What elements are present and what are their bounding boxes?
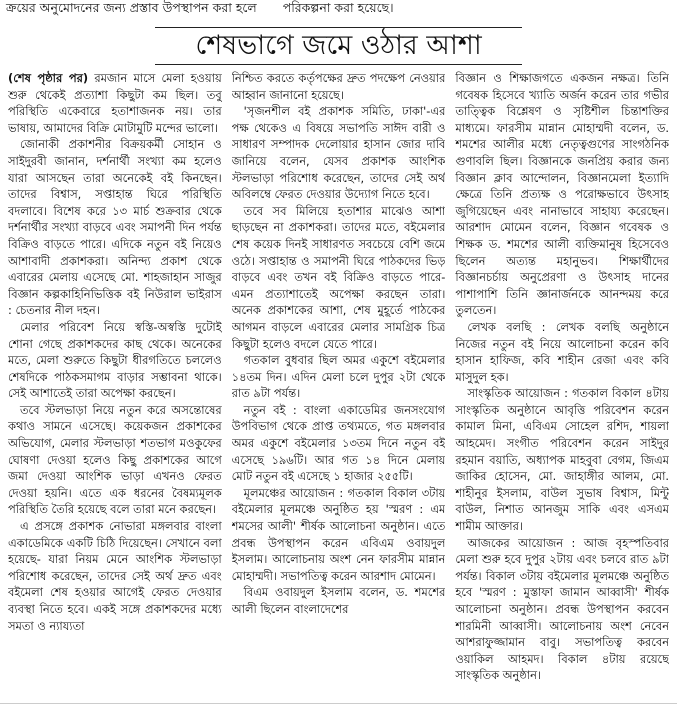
article-paragraph: এ প্রসঙ্গে প্রকাশক নোভারা মঙ্গলবার বাংলা একাডেমিকে একটি চিঠি দিয়েছেন। সেখানে বলা হয়েছে- যারা নিয়ম মেনে আংশিক স্টলভাড়া পরিশোধ করেছেন, তাদের সেই অর্থ দ্রুত এবং বইমেলা শেষ হওয়ার আগেই ফেরত দেওয়ার ব্যবস্থা নিতে হবে। একই সঙ্গে প্রকাশকদের মধ্যে সমতা ও ন্যায্যতা [8,519,222,633]
article-paragraph: মূলমঞ্চের আয়োজন : গতকাল বিকাল ৩টায় বইমেলার মূলমঞ্চে অনুষ্ঠিত হয় 'স্মরণ : এম শমসের আলী' শীর্ষক আলোচনা অনুষ্ঠান। এতে প্রবন্ধ উপস্থাপন করেন এবিএম ওবায়দুল ইসলাম। আলোচনায় অংশ নেন ফারসীম মান্নান মোহাম্মদী। সভাপতিত্ব করেন আরশাদ মোমেন। [231,485,446,583]
article-body [8,70,669,702]
article-paragraph: লেখক বলছি : লেখক বলছি অনুষ্ঠানে নিজের নতুন বই নিয়ে আলোচনা করেন কবি হাসান হাফিজ, কবি শাহীন রেজা এবং কবি মাসুদুল হক। [455,319,669,384]
article-paragraph: তবে সব মিলিয়ে হতাশার মাঝেও আশা ছাড়ছেন না প্রকাশকরা। তাদের মতে, বইমেলার শেষ কয়েক দিনই সাধারণত সবচেয়ে বেশি জমে ওঠে। সপ্তাহান্ত ও সমাপনী ঘিরে পাঠকদের ভিড় বাড়বে এবং তখন বই বিক্রিও বাড়তে পারে- এমন প্রত্যাশাতেই অপেক্ষা করছেন তারা। অনেক প্রকাশকের আশা, শেষ মুহূর্তে পাঠকের আগমন বাড়লে এবারের মেলার সামগ্রিক চিত্র কিছুটা হলেও বদলে যেতে পারে। [231,203,446,351]
headline-area [0,26,677,66]
article-headline: শেষভাগে জমে ওঠার আশা [155,27,521,65]
article-paragraph: মেলার পরিবেশ নিয়ে স্বস্তি-অস্বস্তি দুটোই শোনা গেছে প্রকাশকদের কাছ থেকে। অনেকের মতে, মেলা শুরুতে কিছুটা ধীরগতিতে চললেও শেষদিকে পাঠকসমাগম বাড়ার সম্ভাবনা থাকে। সেই আশাতেই তারা অপেক্ষা করছেন। [8,319,222,401]
article-paragraph: আজকের আয়োজন : আজ বৃহস্পতিবার মেলা শুরু হবে দুপুর ২টায় এবং চলবে রাত ৯টা পর্যন্ত। বিকাল ৩টায় বইমেলার মূলমঞ্চে অনুষ্ঠিত হবে 'স্মরণ : মুস্তাফা জামান আব্বাসী' শীর্ষক আলোচনা অনুষ্ঠান। প্রবন্ধ উপস্থাপন করবেন শারমিনী আব্বাসী। আলোচনায় অংশ নেবেন আশরাফুজ্জামান বাবু। সভাপতিত্ব করবেন ওয়াকিল আহমদ। বিকাল ৪টায় রয়েছে সাংস্কৃতিক অনুষ্ঠান। [455,535,669,683]
page-divider [0,703,677,704]
article-column-3 [455,70,669,702]
article-paragraph: জোনাকী প্রকাশনীর বিক্রয়কর্মী সোহান ও সাইদুরবী জানান, দর্শনার্থী সংখ্যা কম হলেও যারা আসছেন তারা অনেকেই বই কিনছেন। তাদের বিশ্বাস, সপ্তাহান্ত ঘিরে পরিস্থিতি বদলাবে। বিশেষ করে ১৩ মার্চ শুক্রবার থেকে দর্শনার্থীর সংখ্যা বাড়বে এবং সমাপনী দিন পর্যন্ত বিক্রিও বাড়তে পারে। এদিকে নতুন বই নিয়েও আশাবাদী প্রকাশকরা। অনিন্দ্য প্রকাশ থেকে এবারের মেলায় এসেছে মো. শাহজাহান সাজুর বিজ্ঞান কল্পকাহিনিভিত্তিক বই নিউরাল ভাইরাস : চেতনার নীল দহন। [8,137,222,318]
article-paragraph: বিএম ওবায়দুল ইসলাম বলেন, ড. শমশের আলী ছিলেন বাংলাদেশের [231,585,446,616]
article-paragraph: 'সৃজনশীল বই প্রকাশক সমিতি, ঢাকা'-এর পক্ষ থেকেও এ বিষয়ে সভাপতি সাঈদ বারী ও সাধারণ সম্পাদক দেলোয়ার হাসান জোর দাবি জানিয়ে বলেন, যেসব প্রকাশক আংশিক স্টলভাড়া পরিশোধ করেছেন, তাদের সেই অর্থ অবিলম্বে ফেরত দেওয়ার উদ্যোগ নিতে হবে। [231,104,446,202]
article-paragraph: বিজ্ঞান ও শিক্ষাজগতে একজন নক্ষত্র। তিনি গবেষক হিসেবে খ্যাতি অর্জন করেন তার গভীর তাত্ত্বিক বিশ্লেষণ ও সৃষ্টিশীল চিন্তাশক্তির মাধ্যমে। ফারসীম মান্নান মোহাম্মদী বলেন, ড. শমশের আলীর মধ্যে নেতৃত্বগুণের সাংগঠনিক গুণাবলি ছিল। বিজ্ঞানকে জনপ্রিয় করার জন্য বিজ্ঞান ক্লাব আন্দোলন, বিজ্ঞানমেলা ইত্যাদি ক্ষেত্রে তিনি প্রত্যক্ষ ও পরোক্ষভাবে উৎসাহ জুগিয়েছেন এবং নানাভাবে সাহায্য করেছেন। আরশাদ মোমেন বলেন, বিজ্ঞান গবেষক ও শিক্ষক ড. শমশের আলী ব্যক্তিমানুষ হিসেবেও ছিলেন অত্যন্ত মহানুভব। শিক্ষার্থীদের বিজ্ঞানচর্চায় অনুপ্রেরণা ও উৎসাহ দানের পাশাপাশি তিনি জ্ঞানার্জনকে আনন্দময় করে তুলতেন। [455,71,669,318]
article-column-1 [8,70,222,702]
article-paragraph: নতুন বই : বাংলা একাডেমির জনসংযোগ উপবিভাগ থেকে প্রাপ্ত তথ্যমতে, গত মঙ্গলবার অমর একুশে বইমেলার ১৩তম দিনে নতুন বই এসেছে ১৯৬টি। আর গত ১৪ দিনে মেলায় মোট নতুন বই এসেছে ১ হাজার ২৫৫টি। [231,402,446,484]
article-paragraph: নিশ্চিত করতে কর্তৃপক্ষের দ্রুত পদক্ষেপ নেওয়ার আহ্বান জানানো হয়েছে। [231,71,446,102]
continued-label: (শেষ পৃষ্ঠার পর) [8,71,89,85]
previous-article-fragment: ক্রয়ের অনুমোদনের জন্য প্রস্তাব উপস্থাপন করা হলে [6,0,257,15]
article-paragraph [8,70,222,136]
article-column-2 [232,70,446,702]
article-paragraph: সাংস্কৃতিক আয়োজন : গতকাল বিকাল ৪টায় সাংস্কৃতিক অনুষ্ঠানে আবৃত্তি পরিবেশন করেন কামাল মিনা, এবিএম সোহেল রশিদ, শায়লা আহমেদ। সংগীত পরিবেশন করেন সাইদুর রহমান বয়াতি, অধ্যাপক মাহবুবা বেগম, জিএম জাকির হোসেন, মো. জাহাঙ্গীর আলম, মো. শাহীনুর ইসলাম, বাউল সুভাষ বিশ্বাস, মিন্টু বাউল, নিশাত আনজুম সাকি এবং এসএম শামীম আক্তার। [455,386,669,534]
previous-article-tail [0,0,677,22]
article-paragraph: তবে স্টলভাড়া নিয়ে নতুন করে অসন্তোষের কথাও সামনে এসেছে। কয়েকজন প্রকাশকের অভিযোগ, মেলার স্টলভাড়া শতভাগ মওকুফের ঘোষণা দেওয়া হলেও কিছু প্রকাশকের আগে জমা দেওয়া আংশিক ভাড়া এখনও ফেরত দেওয়া হয়নি। এতে এক ধরনের বৈষম্যমূলক পরিস্থিতি তৈরি হয়েছে বলে তারা মনে করছেন। [8,402,222,517]
previous-article-fragment: পরিকল্পনা করা হয়েছে। [282,0,394,15]
article-paragraph: গতকাল বুধবার ছিল অমর একুশে বইমেলার ১৪তম দিন। এদিন মেলা চলে দুপুর ২টা থেকে রাত ৯টা পর্যন্ত। [231,353,446,401]
paragraph-text: রমজান মাসে মেলা হওয়ায় শুরু থেকেই প্রত্যাশা কিছুটা কম ছিল। তবু পরিস্থিতি একেবারে হতাশাজনক নয়। তার ভাষায়, আমাদের বিক্রি মোটামুটি মন্দের ভালো। [8,71,222,135]
